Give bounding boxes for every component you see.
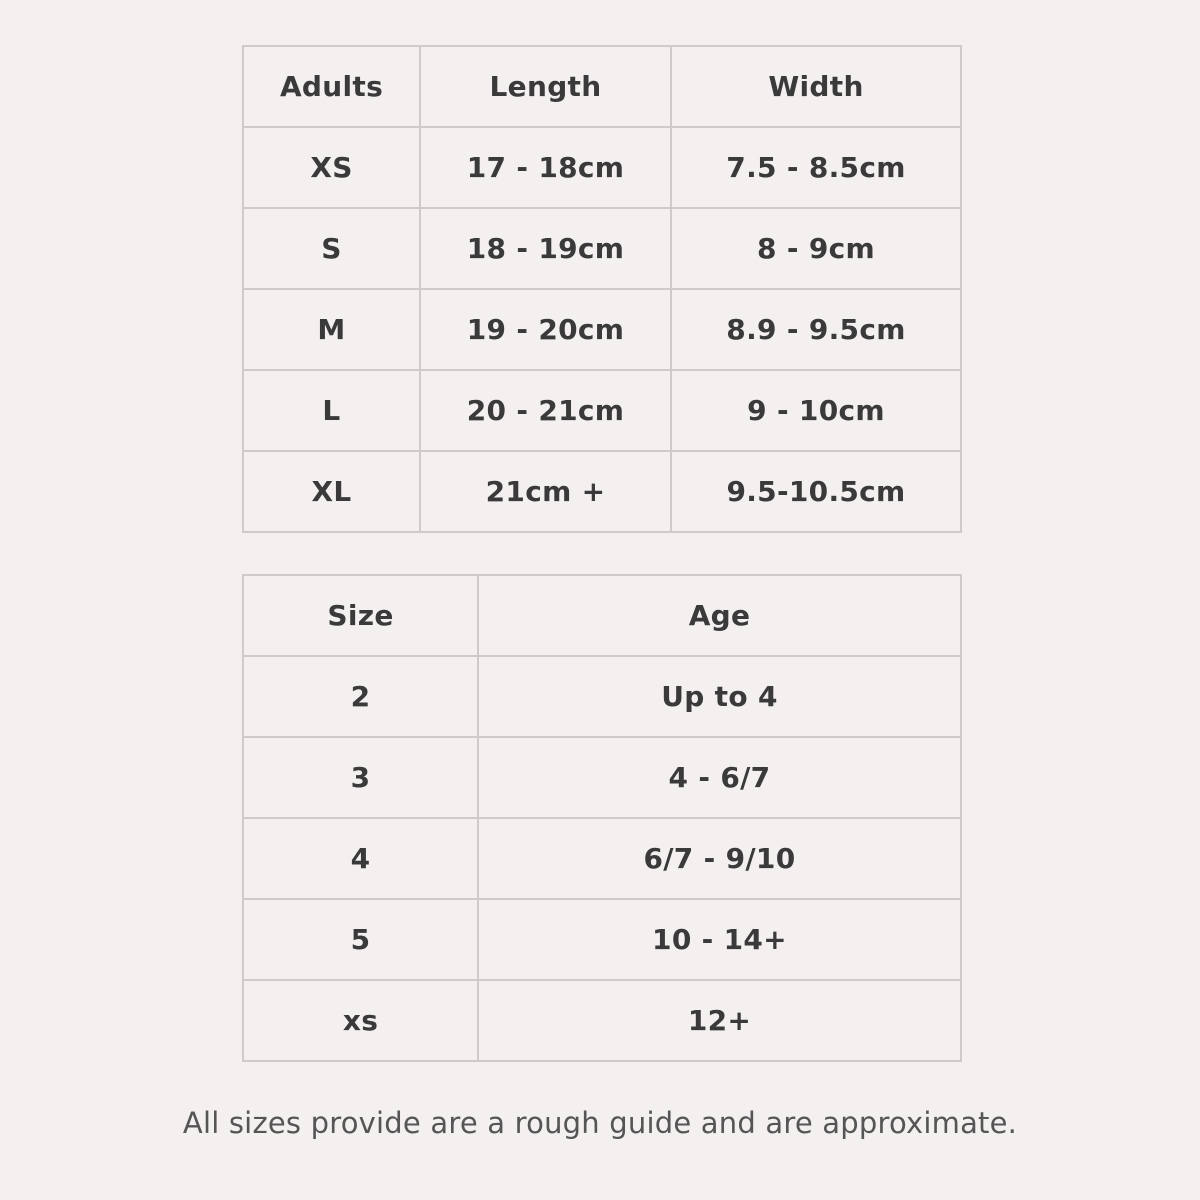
size-cell: 5 bbox=[243, 899, 478, 980]
size-cell: S bbox=[243, 208, 420, 289]
age-cell: 6/7 - 9/10 bbox=[478, 818, 961, 899]
width-cell: 8.9 - 9.5cm bbox=[671, 289, 961, 370]
header-cell-width: Width bbox=[671, 46, 961, 127]
table-row bbox=[243, 127, 961, 208]
size-cell: 2 bbox=[243, 656, 478, 737]
size-cell: 3 bbox=[243, 737, 478, 818]
header-cell-adults: Adults bbox=[243, 46, 420, 127]
width-cell: 9.5-10.5cm bbox=[671, 451, 961, 532]
width-cell: 7.5 - 8.5cm bbox=[671, 127, 961, 208]
width-cell: 8 - 9cm bbox=[671, 208, 961, 289]
table-row bbox=[243, 899, 961, 980]
length-cell: 20 - 21cm bbox=[420, 370, 671, 451]
table-row bbox=[243, 289, 961, 370]
table-header-row bbox=[243, 575, 961, 656]
table-row bbox=[243, 980, 961, 1061]
age-cell: 4 - 6/7 bbox=[478, 737, 961, 818]
header-cell-size: Size bbox=[243, 575, 478, 656]
age-cell: 12+ bbox=[478, 980, 961, 1061]
age-cell: 10 - 14+ bbox=[478, 899, 961, 980]
length-cell: 19 - 20cm bbox=[420, 289, 671, 370]
size-cell: XL bbox=[243, 451, 420, 532]
table-row bbox=[243, 656, 961, 737]
table-row bbox=[243, 818, 961, 899]
size-cell: L bbox=[243, 370, 420, 451]
size-cell: XS bbox=[243, 127, 420, 208]
size-cell: xs bbox=[243, 980, 478, 1061]
age-cell: Up to 4 bbox=[478, 656, 961, 737]
header-cell-age: Age bbox=[478, 575, 961, 656]
header-cell-length: Length bbox=[420, 46, 671, 127]
length-cell: 17 - 18cm bbox=[420, 127, 671, 208]
adults-size-table bbox=[242, 45, 962, 533]
kids-size-table bbox=[242, 574, 962, 1062]
length-cell: 18 - 19cm bbox=[420, 208, 671, 289]
size-cell: M bbox=[243, 289, 420, 370]
size-cell: 4 bbox=[243, 818, 478, 899]
footnote: All sizes provide are a rough guide and are approximate. bbox=[182, 1106, 1018, 1140]
table-row bbox=[243, 370, 961, 451]
table-row bbox=[243, 208, 961, 289]
table-row bbox=[243, 737, 961, 818]
length-cell: 21cm + bbox=[420, 451, 671, 532]
table-header-row bbox=[243, 46, 961, 127]
width-cell: 9 - 10cm bbox=[671, 370, 961, 451]
table-row bbox=[243, 451, 961, 532]
